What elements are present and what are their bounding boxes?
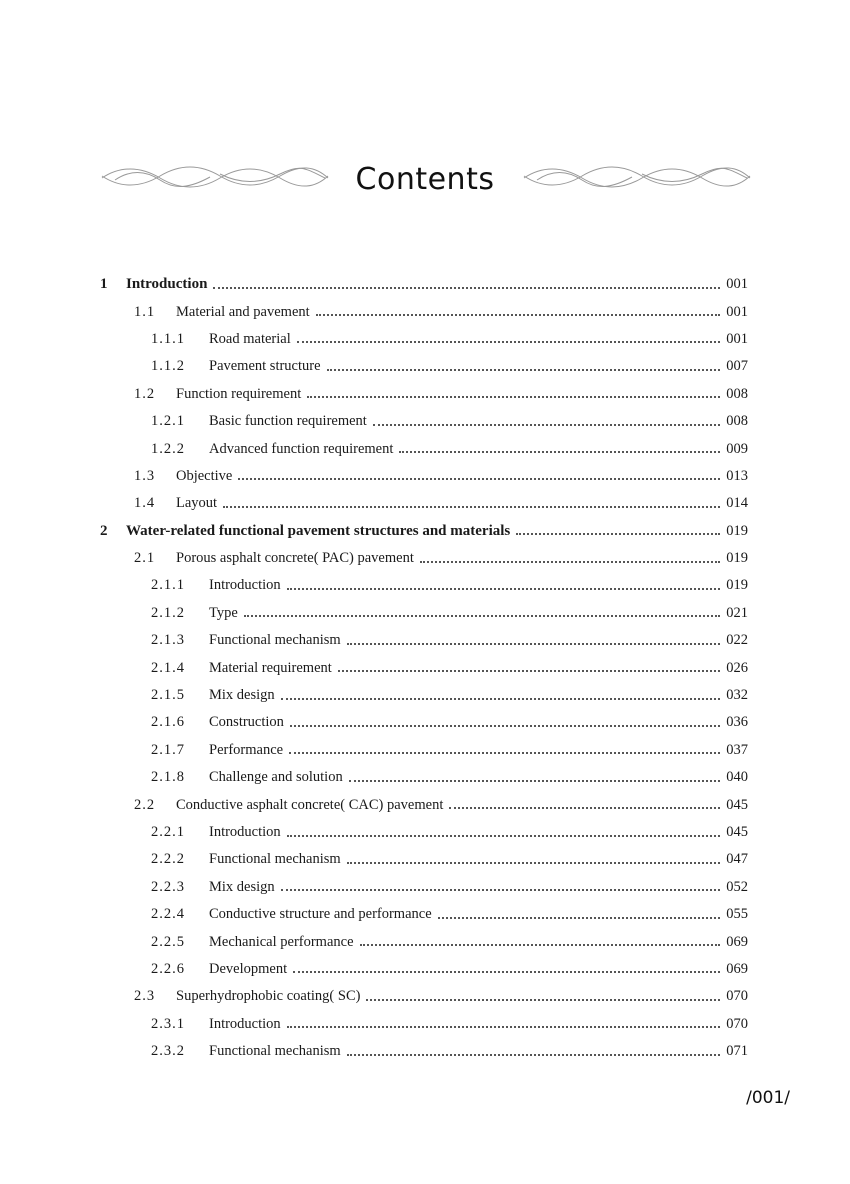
dot-leader	[287, 835, 721, 837]
dot-leader	[287, 1026, 721, 1028]
toc-entry-title: Type	[209, 604, 238, 621]
toc-entry[interactable]	[100, 928, 748, 955]
toc-entry-page: 021	[726, 604, 748, 621]
dot-leader	[516, 533, 720, 535]
dot-leader	[293, 971, 720, 973]
toc-entry-number: 2	[100, 522, 108, 539]
toc-entry-page: 019	[726, 577, 748, 594]
toc-entry-number: 2.2.4	[151, 906, 185, 923]
toc-entry[interactable]	[100, 764, 748, 791]
toc-entry-title: Mechanical performance	[209, 933, 354, 950]
toc-entry-title: Basic function requirement	[209, 413, 367, 430]
toc-entry[interactable]	[100, 435, 748, 462]
toc-entry-title: Road material	[209, 330, 291, 347]
dot-leader	[349, 780, 721, 782]
dot-leader	[307, 396, 720, 398]
toc-entry-title: Mix design	[209, 878, 275, 895]
toc-entry-title: Performance	[209, 741, 284, 758]
toc-entry-page: 069	[726, 960, 748, 977]
toc-entry[interactable]	[100, 408, 748, 435]
toc-entry-page: 070	[726, 1015, 748, 1032]
toc-entry-title: Construction	[209, 714, 284, 731]
toc-entry[interactable]	[100, 326, 748, 353]
toc-entry[interactable]	[100, 298, 748, 325]
toc-entry-number: 2.1.3	[151, 632, 185, 649]
toc-entry-title: Material requirement	[209, 659, 332, 676]
toc-entry[interactable]	[100, 709, 748, 736]
toc-entry-page: 037	[726, 741, 748, 758]
dot-leader	[449, 807, 720, 809]
dot-leader	[347, 643, 721, 645]
dot-leader	[281, 698, 721, 700]
dot-leader	[290, 725, 720, 727]
toc-entry-title: Introduction	[126, 276, 208, 293]
toc-entry-number: 2.2	[134, 796, 156, 813]
toc-entry-page: 019	[726, 550, 748, 567]
dot-leader	[347, 862, 721, 864]
table-of-contents	[100, 271, 748, 1065]
toc-entry-number: 1.2.2	[151, 440, 185, 457]
toc-entry[interactable]	[100, 1038, 748, 1065]
dot-leader	[297, 341, 721, 343]
dot-leader	[360, 944, 721, 946]
toc-entry[interactable]	[100, 791, 748, 818]
dot-leader	[281, 889, 721, 891]
toc-entry-number: 2.1.1	[151, 577, 185, 594]
toc-entry-page: 070	[726, 988, 748, 1005]
dot-leader	[438, 917, 721, 919]
toc-entry-page: 008	[726, 385, 748, 402]
toc-entry-page: 040	[726, 769, 748, 786]
toc-entry[interactable]	[100, 353, 748, 380]
toc-entry-title: Introduction	[209, 824, 281, 840]
dot-leader	[213, 287, 720, 289]
toc-entry[interactable]	[100, 600, 748, 627]
page-title: Contents	[355, 162, 495, 197]
toc-entry-number: 1.3	[134, 467, 156, 484]
toc-entry-page: 001	[726, 276, 748, 293]
toc-entry-number: 1.4	[134, 495, 156, 512]
toc-entry-number: 2.1.7	[151, 741, 185, 758]
toc-entry-title: Objective	[176, 467, 233, 484]
toc-entry[interactable]	[100, 545, 748, 572]
dot-leader	[420, 561, 720, 563]
toc-entry-title: Challenge and solution	[209, 769, 343, 786]
toc-entry-page: 069	[726, 933, 748, 950]
toc-entry-title: Mix design	[209, 687, 275, 704]
toc-entry[interactable]	[100, 846, 748, 873]
toc-entry[interactable]	[100, 518, 748, 545]
toc-entry[interactable]	[100, 819, 748, 846]
toc-entry-number: 2.2.5	[151, 933, 185, 950]
toc-entry-number: 1.2.1	[151, 413, 185, 430]
toc-entry-title: Function requirement	[176, 385, 302, 402]
toc-entry-page: 045	[726, 796, 748, 813]
dot-leader	[316, 314, 721, 316]
toc-entry[interactable]	[100, 490, 748, 517]
toc-entry-title: Superhydrophobic coating( SC)	[176, 988, 361, 1005]
toc-entry-number: 2.3.2	[151, 1043, 185, 1060]
toc-entry-page: 009	[726, 440, 748, 457]
toc-entry-page: 047	[726, 851, 748, 868]
toc-entry-number: 1.1.1	[151, 330, 185, 347]
toc-entry-number: 2.1	[134, 550, 156, 567]
toc-entry-title: Water-related functional pavement structures and materials	[126, 522, 511, 539]
toc-entry-title: Advanced function requirement	[209, 440, 394, 457]
toc-entry-page: 008	[726, 413, 748, 430]
toc-entry-number: 1.2	[134, 385, 156, 402]
toc-entry-number: 2.2.6	[151, 960, 185, 977]
toc-entry-page: 001	[726, 330, 748, 347]
dot-leader	[289, 752, 720, 754]
toc-entry[interactable]	[100, 654, 748, 681]
toc-entry-number: 2.2.2	[151, 851, 185, 868]
toc-entry-page: 052	[726, 878, 748, 895]
toc-entry[interactable]	[100, 737, 748, 764]
dot-leader	[366, 999, 720, 1001]
toc-entry[interactable]	[100, 983, 748, 1010]
toc-entry-number: 1	[100, 276, 108, 293]
toc-entry-number: 1.1.2	[151, 358, 185, 375]
toc-entry-page: 071	[726, 1043, 748, 1060]
toc-entry-title: Introduction	[209, 1015, 281, 1032]
toc-entry-title: Development	[209, 960, 288, 977]
toc-entry-title: Porous asphalt concrete( PAC) pavement	[176, 550, 414, 567]
toc-entry-title: Conductive asphalt concrete( CAC) pavement	[176, 796, 444, 813]
toc-entry-title: Functional mechanism	[209, 851, 341, 868]
toc-entry-number: 2.1.5	[151, 687, 185, 704]
dot-leader	[338, 670, 720, 672]
toc-entry-page: 022	[726, 632, 748, 649]
dot-leader	[327, 369, 721, 371]
toc-entry-number: 2.1.8	[151, 769, 185, 786]
toc-entry[interactable]	[100, 956, 748, 983]
toc-entry-title: Material and pavement	[176, 303, 310, 320]
toc-entry-page: 026	[726, 659, 748, 676]
toc-entry-number: 2.1.6	[151, 714, 185, 731]
toc-entry-number: 2.1.2	[151, 604, 185, 621]
toc-entry-number: 2.2.3	[151, 878, 185, 895]
right-ornament-icon	[522, 162, 752, 190]
toc-entry-page: 036	[726, 714, 748, 731]
toc-entry-title: Introduction	[209, 577, 281, 594]
toc-entry[interactable]	[100, 1011, 748, 1038]
toc-entry-title: Layout	[176, 495, 218, 512]
toc-entry-number: 2.3	[134, 988, 156, 1005]
toc-entry-number: 2.3.1	[151, 1015, 185, 1032]
dot-leader	[373, 424, 720, 426]
toc-entry[interactable]	[100, 682, 748, 709]
toc-entry[interactable]	[100, 381, 748, 408]
toc-entry-page: 045	[726, 824, 748, 840]
page-number: /001/	[746, 1088, 790, 1108]
toc-entry-page: 019	[726, 522, 748, 539]
toc-entry[interactable]	[100, 271, 748, 298]
dot-leader	[223, 506, 720, 508]
dot-leader	[399, 451, 720, 453]
dot-leader	[244, 615, 720, 617]
toc-entry[interactable]	[100, 572, 748, 599]
toc-entry-page: 013	[726, 467, 748, 484]
toc-entry-number: 1.1	[134, 303, 156, 320]
toc-entry[interactable]	[100, 627, 748, 654]
toc-entry-title: Functional mechanism	[209, 1043, 341, 1060]
toc-entry[interactable]	[100, 901, 748, 928]
toc-entry-page: 007	[726, 358, 748, 375]
header	[0, 150, 850, 220]
toc-entry-title: Conductive structure and performance	[209, 906, 432, 923]
toc-entry-title: Functional mechanism	[209, 632, 341, 649]
toc-entry-page: 001	[726, 303, 748, 320]
dot-leader	[287, 588, 721, 590]
toc-entry-number: 2.1.4	[151, 659, 185, 676]
toc-entry-title: Pavement structure	[209, 358, 321, 375]
dot-leader	[347, 1054, 721, 1056]
toc-entry[interactable]	[100, 874, 748, 901]
toc-entry-page: 014	[726, 495, 748, 512]
toc-entry-number: 2.2.1	[151, 824, 185, 840]
dot-leader	[238, 478, 720, 480]
toc-entry-page: 032	[726, 687, 748, 704]
toc-entry[interactable]	[100, 463, 748, 490]
toc-entry-page: 055	[726, 906, 748, 923]
